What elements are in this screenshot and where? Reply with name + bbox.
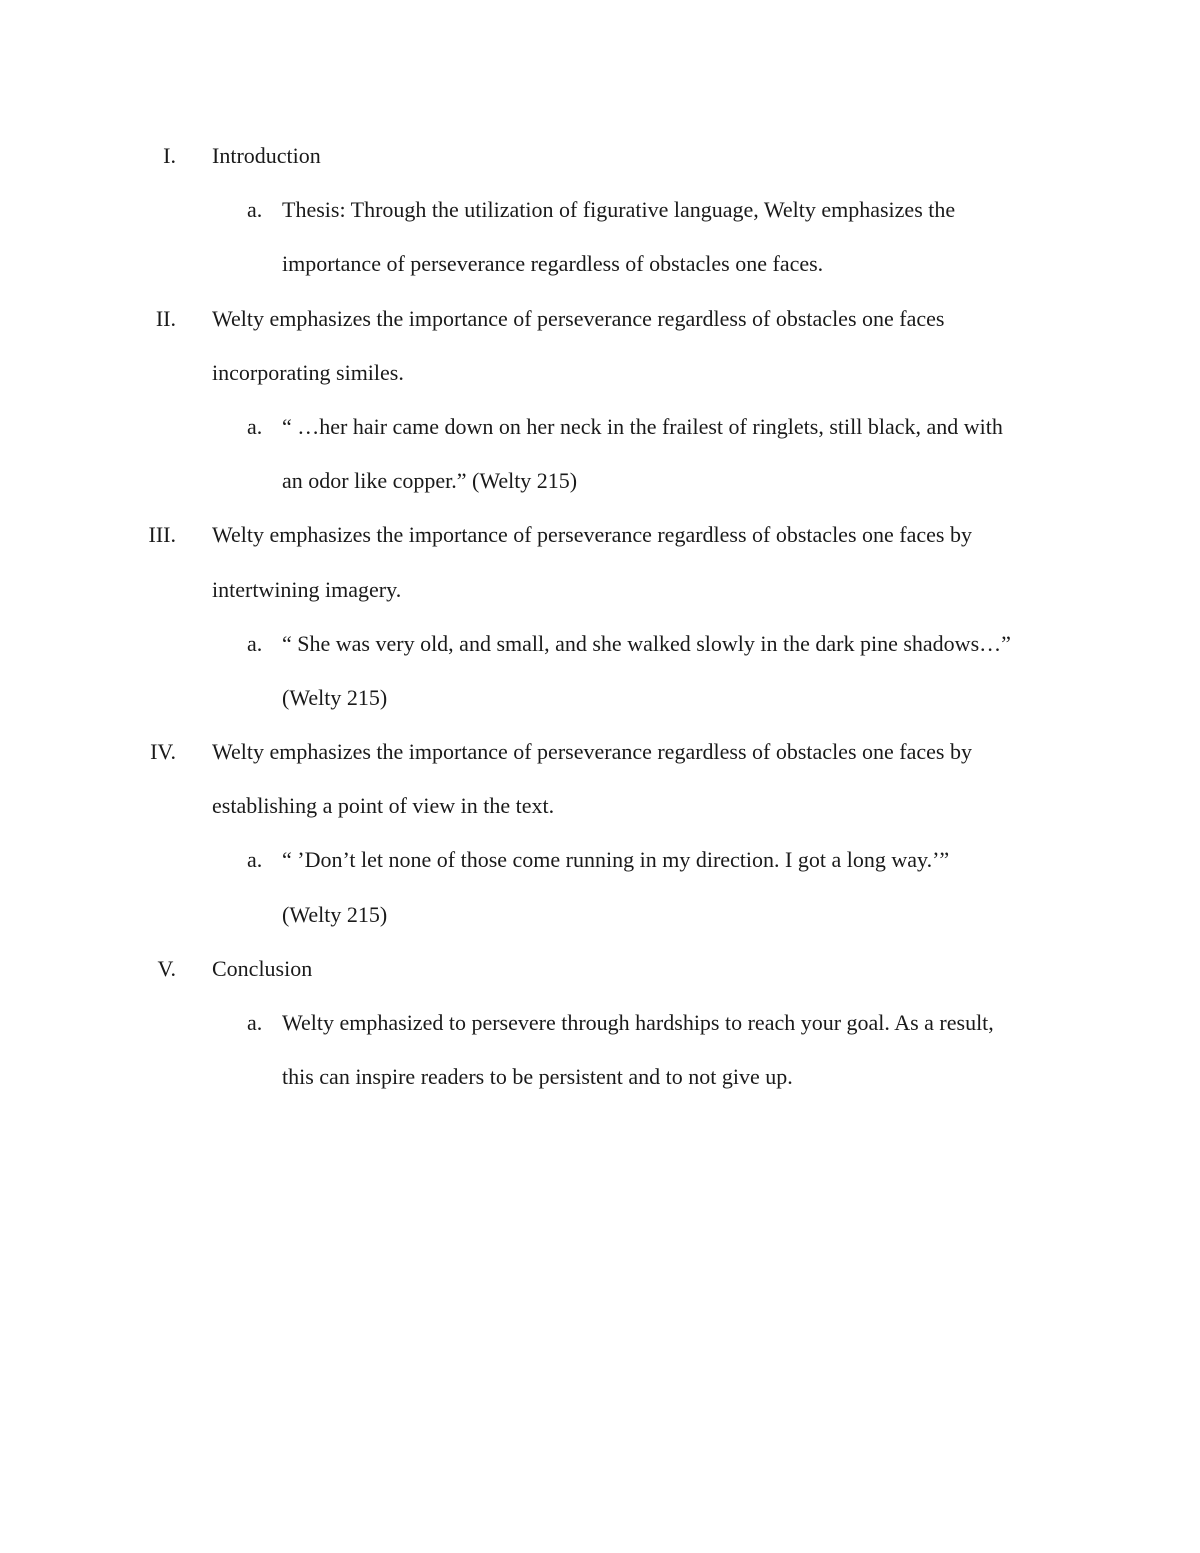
sub-point-line: [0, 237, 1200, 291]
heading-text: intertwining imagery.: [212, 576, 402, 602]
outline-item: [0, 129, 1200, 292]
outline-item: [0, 292, 1200, 509]
outline-heading-line: [0, 563, 1200, 617]
roman-numeral: III.: [148, 522, 176, 548]
outline-heading-line: [0, 346, 1200, 400]
outline-heading-line: [0, 292, 1200, 346]
outline-heading-line: [0, 725, 1200, 779]
sub-point-text: an odor like copper.” (Welty 215): [282, 468, 578, 494]
outline: [0, 129, 1200, 1104]
outline-heading-line: [0, 779, 1200, 833]
sub-point-line: [0, 183, 1200, 237]
heading-text: Welty emphasizes the importance of perseverance regardless of obstacles one faces: [212, 305, 945, 331]
roman-numeral: II.: [155, 305, 176, 331]
roman-numeral: V.: [157, 955, 176, 981]
sub-point-line: [0, 400, 1200, 454]
outline-heading-line: [0, 942, 1200, 996]
outline-item: [0, 725, 1200, 942]
sub-point-label: a.: [247, 847, 263, 873]
outline-item: [0, 508, 1200, 725]
sub-point-text: “ She was very old, and small, and she walked slowly in the dark pine shadows…”: [282, 630, 1011, 656]
sub-point-line: [0, 671, 1200, 725]
outline-item: [0, 942, 1200, 1105]
sub-point-label: a.: [247, 1010, 263, 1035]
sub-point-text: “ …her hair came down on her neck in the frailest of ringlets, still black, and with: [282, 413, 1003, 439]
sub-point-line: [0, 833, 1200, 887]
sub-point-text: Welty emphasized to persevere through hardships to reach your goal. As a result,: [282, 1010, 994, 1035]
sub-point-text: this can inspire readers to be persistent and to not give up.: [282, 1064, 793, 1090]
heading-text: establishing a point of view in the text.: [212, 793, 555, 819]
outline-heading-line: [0, 508, 1200, 562]
sub-point-text: importance of perseverance regardless of obstacles one faces.: [282, 251, 824, 277]
sub-point-label: a.: [247, 197, 263, 223]
sub-point-label: a.: [247, 413, 263, 439]
sub-point-text: (Welty 215): [282, 901, 388, 927]
heading-text: incorporating similes.: [212, 359, 404, 385]
heading-text: Welty emphasizes the importance of perseverance regardless of obstacles one faces by: [212, 739, 972, 765]
sub-point-line: [0, 1050, 1200, 1104]
sub-point-line: [0, 454, 1200, 508]
sub-point-text: “ ’Don’t let none of those come running in my direction. I got a long way.’”: [282, 847, 950, 873]
roman-numeral: I.: [163, 143, 176, 168]
sub-point-line: [0, 617, 1200, 671]
sub-point-text: (Welty 215): [282, 684, 388, 710]
sub-point-label: a.: [247, 630, 263, 656]
heading-text: Welty emphasizes the importance of perseverance regardless of obstacles one faces by: [212, 522, 972, 548]
roman-numeral: IV.: [150, 739, 176, 765]
heading-text: Conclusion: [212, 955, 313, 981]
heading-text: Introduction: [212, 143, 321, 168]
outline-heading-line: [0, 129, 1200, 183]
sub-point-text: Thesis: Through the utilization of figurative language, Welty emphasizes the: [282, 197, 956, 223]
sub-point-line: [0, 996, 1200, 1050]
sub-point-line: [0, 888, 1200, 942]
